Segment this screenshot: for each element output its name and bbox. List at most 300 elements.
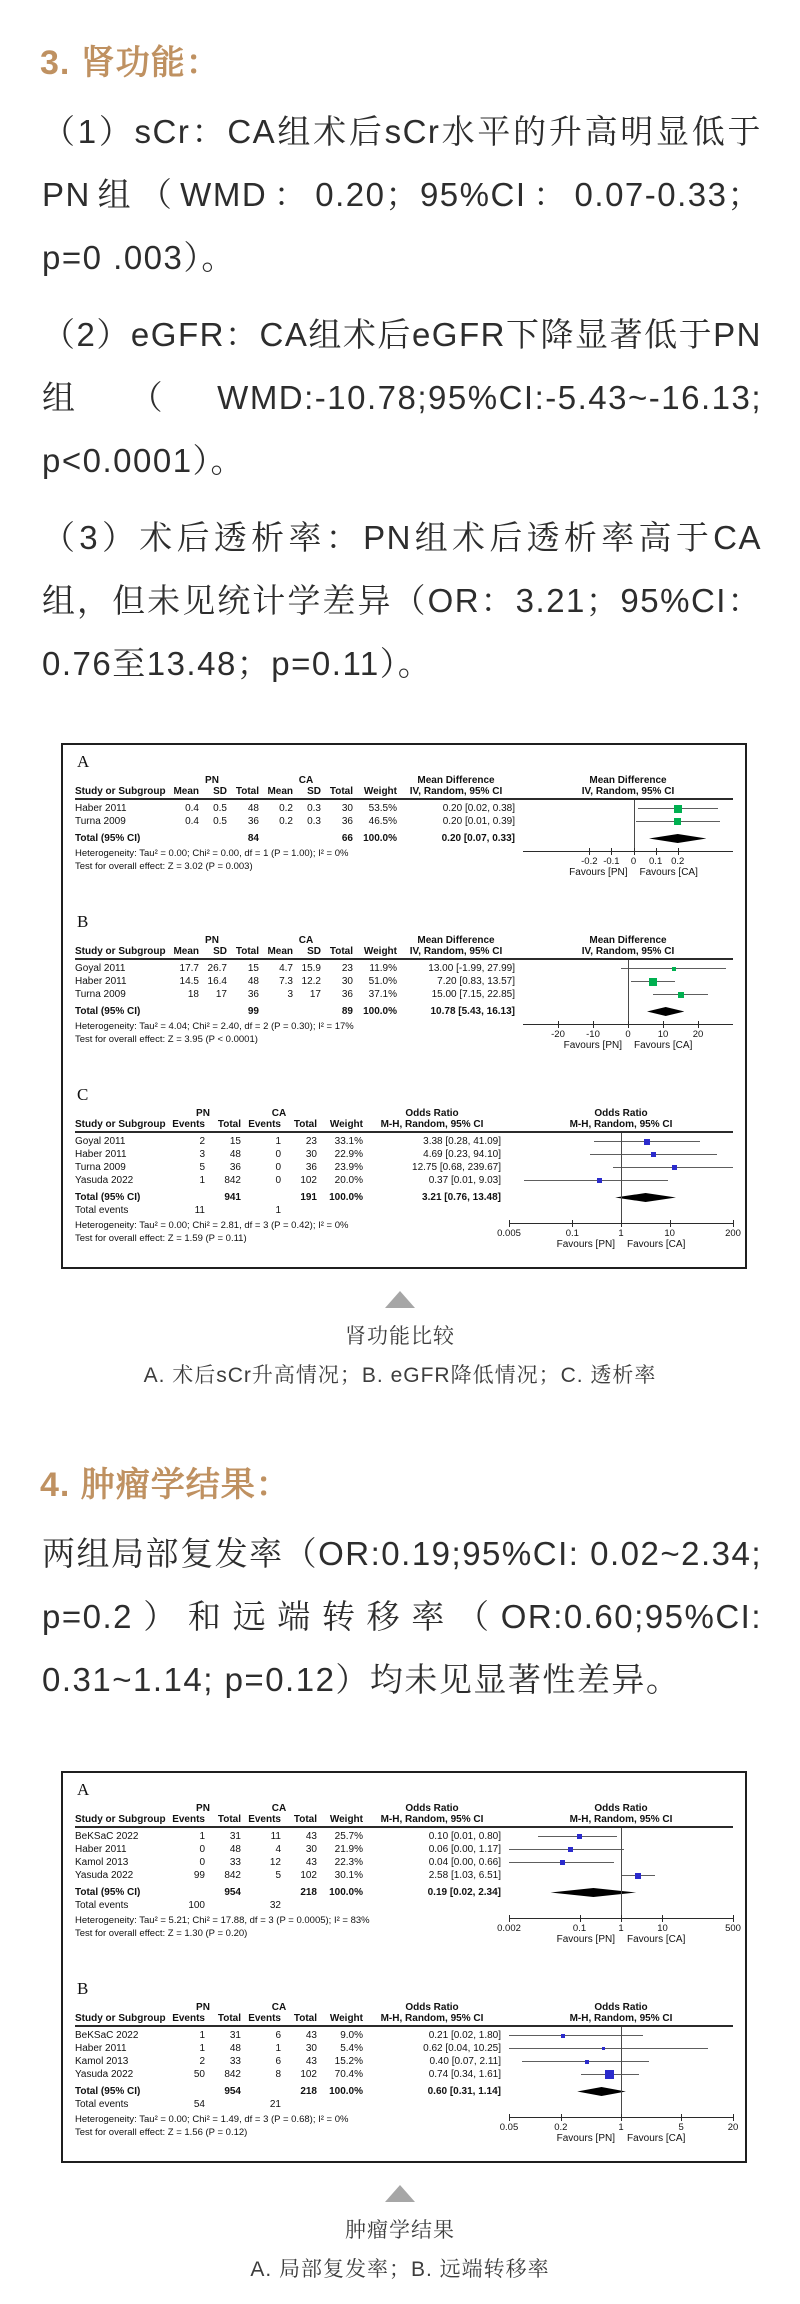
weight-cell: 70.4%	[334, 2069, 363, 2080]
data-cell: 48	[229, 1149, 241, 1160]
data-cell: 5	[275, 1870, 281, 1881]
plot-column-header: Odds Ratio	[594, 1108, 648, 1119]
sub-column-header: Events	[172, 2013, 205, 2024]
figure1-box	[61, 743, 747, 1269]
group-header-pn: PN	[205, 935, 219, 946]
study-name: Haber 2011	[75, 1844, 127, 1855]
plot-subheader: IV, Random, 95% CI	[581, 786, 675, 797]
weight-cell: 20.0%	[334, 1175, 363, 1186]
data-cell: 7.3	[279, 976, 293, 987]
weight-cell: 23.9%	[334, 1162, 363, 1173]
tick-label: 5	[678, 2122, 684, 2133]
axis-tick	[656, 848, 657, 855]
study-column-header: Study or Subgroup	[75, 1119, 166, 1130]
study-name: Haber 2011	[75, 1149, 127, 1160]
tick-label: 0.05	[499, 2122, 519, 2133]
figure1-panels	[75, 752, 741, 1257]
null-line	[621, 1828, 622, 1918]
data-cell: 0.5	[213, 816, 227, 827]
axis-tick	[681, 2114, 682, 2121]
tick-label: 0	[630, 856, 637, 867]
favours-right-label: Favours [CA]	[634, 1040, 693, 1051]
data-cell: 842	[224, 1870, 241, 1881]
axis-tick	[663, 1021, 664, 1028]
effect-subheader: M-H, Random, 95% CI	[380, 2013, 484, 2024]
section3-paragraph-3: （3）术后透析率：PN组术后透析率高于CA组，但未见统计学差异（OR：3.21；95%CI：0.76至13.48；p=0.11）。	[42, 519, 762, 682]
plot-column-header: Mean Difference	[589, 935, 667, 946]
effect-estimate-text: 0.10 [0.01, 0.80]	[428, 1831, 501, 1842]
sub-column-header: Events	[248, 1119, 281, 1130]
section3-paragraph-1: （1）sCr：CA组术后sCr水平的升高明显低于PN组（WMD：0.20；95%CI：0.07-0.33；p=0 .003）。	[42, 113, 762, 276]
total-label: Total (95% CI)	[75, 2086, 141, 2097]
group-header-pn: PN	[196, 1803, 210, 1814]
data-cell: 1	[199, 2030, 205, 2041]
axis-tick	[593, 1021, 594, 1028]
weight-cell: 9.0%	[340, 2030, 363, 2041]
data-cell: 0	[275, 1149, 281, 1160]
forest-panel-A	[75, 753, 733, 885]
total-weight: 100.0%	[329, 1192, 363, 1203]
axis-tick	[580, 1915, 581, 1922]
data-cell: 3	[287, 989, 293, 1000]
summary-diamond	[615, 1193, 676, 1202]
ci-line	[509, 2035, 643, 2036]
sub-column-header: Events	[248, 1814, 281, 1825]
data-cell: 6	[275, 2056, 281, 2067]
data-cell: 23	[305, 1136, 317, 1147]
axis-tick	[628, 1021, 629, 1028]
data-cell: 12	[269, 1857, 281, 1868]
tick-label: 1	[618, 1228, 624, 1239]
figure1-caption-sub: A. 术后sCr升高情况；B. eGFR降低情况；C. 透析率	[143, 1364, 657, 1387]
sub-column-header: Total	[217, 1119, 241, 1130]
total-label: Total (95% CI)	[75, 833, 141, 844]
total-cell: 84	[247, 833, 259, 844]
sub-column-header: SD	[213, 786, 227, 797]
data-cell: 102	[300, 1870, 317, 1881]
axis-tick	[561, 2114, 562, 2121]
tick-label: -20	[551, 1029, 565, 1040]
data-cell: 15	[247, 963, 259, 974]
forest-panel-B	[75, 1979, 739, 2151]
data-cell: 4.7	[279, 963, 293, 974]
null-line	[621, 2027, 622, 2117]
data-cell: 0.5	[213, 803, 227, 814]
figure1-caption-title: 肾功能比较	[345, 1325, 455, 1348]
section4-paragraph-1: 两组局部复发率（OR:0.19;95%CI: 0.02~2.34; p=0.2）和远端转移率（OR:0.60;95%CI: 0.31~1.14; p=0.12）均未见显著性差异。	[42, 1535, 762, 1698]
total-label: Total (95% CI)	[75, 1887, 141, 1898]
forest-panel-B	[75, 913, 733, 1058]
data-cell: 2	[199, 2056, 205, 2067]
sub-column-header: Mean	[267, 786, 293, 797]
effect-estimate-text: 0.62 [0.04, 10.25]	[423, 2043, 501, 2054]
total-cell: 66	[341, 833, 353, 844]
data-cell: 2	[199, 1136, 205, 1147]
data-cell: 48	[229, 2043, 241, 2054]
data-cell: 0.4	[185, 803, 199, 814]
effect-marker	[585, 2060, 589, 2064]
panel-letter: B	[77, 912, 89, 931]
sub-column-header: Total	[293, 1814, 317, 1825]
total-cell: 191	[300, 1192, 317, 1203]
triangle-icon	[385, 1291, 415, 1308]
sub-column-header: SD	[213, 946, 227, 957]
favours-right-label: Favours [CA]	[627, 2133, 686, 2144]
data-cell: 0.3	[307, 803, 321, 814]
data-cell: 1	[199, 1175, 205, 1186]
total-events-cell: 21	[269, 2099, 281, 2110]
total-events-label: Total events	[75, 2099, 129, 2110]
effect-marker	[597, 1178, 602, 1183]
forest-panel-A	[75, 1780, 741, 1952]
group-header-pn: PN	[196, 2002, 210, 2013]
data-cell: 1	[275, 2043, 281, 2054]
favours-left-label: Favours [PN]	[563, 1040, 622, 1051]
tick-label: 0.1	[649, 856, 663, 867]
effect-marker	[672, 1165, 677, 1170]
axis-tick	[621, 1220, 622, 1227]
data-cell: 36	[229, 1162, 241, 1173]
weight-cell: 53.5%	[368, 803, 397, 814]
axis-tick	[572, 1220, 573, 1227]
data-cell: 17.7	[179, 963, 199, 974]
weight-cell: 25.7%	[334, 1831, 363, 1842]
panel-letter: C	[77, 1085, 89, 1104]
panel-letter: A	[77, 1780, 90, 1799]
sub-column-header: SD	[307, 786, 321, 797]
group-header-ca: CA	[298, 935, 314, 946]
effect-estimate-text: 0.21 [0.02, 1.80]	[428, 2030, 501, 2041]
total-weight: 100.0%	[363, 1006, 397, 1017]
footnote: Test for overall effect: Z = 3.02 (P = 0.003)	[75, 861, 253, 872]
effect-marker	[577, 1834, 582, 1839]
data-cell: 43	[305, 1831, 317, 1842]
data-cell: 99	[193, 1870, 205, 1881]
data-cell: 0	[199, 1844, 205, 1855]
effect-subheader: M-H, Random, 95% CI	[380, 1814, 484, 1825]
figure2-caption-title: 肿瘤学结果	[345, 2219, 455, 2242]
study-column-header: Study or Subgroup	[75, 2013, 166, 2024]
plot-subheader: M-H, Random, 95% CI	[569, 2013, 673, 2024]
effect-column-header: Mean Difference	[417, 775, 495, 786]
study-name: Turna 2009	[75, 1162, 126, 1173]
axis-tick	[662, 1915, 663, 1922]
ci-line	[524, 1180, 668, 1181]
figure2-caption-sub: A. 局部复发率；B. 远端转移率	[250, 2258, 550, 2281]
effect-marker	[678, 992, 684, 998]
total-weight: 100.0%	[329, 2086, 363, 2097]
data-cell: 5	[199, 1162, 205, 1173]
effect-marker	[649, 978, 657, 986]
sub-column-header: Events	[172, 1119, 205, 1130]
tick-label: 10	[657, 1029, 669, 1040]
data-cell: 15	[229, 1136, 241, 1147]
data-cell: 30	[341, 976, 353, 987]
figure2-box	[61, 1771, 747, 2163]
data-cell: 15.9	[301, 963, 321, 974]
data-cell: 0	[275, 1162, 281, 1173]
data-cell: 102	[300, 1175, 317, 1186]
group-header-ca: CA	[271, 1803, 287, 1814]
effect-column-header: Odds Ratio	[405, 1108, 459, 1119]
data-cell: 36	[305, 1162, 317, 1173]
tick-label: 10	[657, 1923, 668, 1934]
total-events-cell: 32	[269, 1900, 281, 1911]
effect-marker	[560, 1860, 565, 1865]
data-cell: 43	[305, 2030, 317, 2041]
figure2-panels	[75, 1780, 741, 2151]
weight-cell: 37.1%	[368, 989, 397, 1000]
total-events-label: Total events	[75, 1900, 129, 1911]
data-cell: 23	[341, 963, 353, 974]
effect-marker	[605, 2070, 614, 2079]
footnote: Test for overall effect: Z = 3.95 (P < 0.0001)	[75, 1034, 258, 1045]
tick-label: 200	[725, 1228, 741, 1239]
sub-column-header: Total	[293, 2013, 317, 2024]
data-cell: 0	[275, 1175, 281, 1186]
data-cell: 0.2	[279, 803, 293, 814]
tick-label: 1	[618, 1923, 624, 1934]
data-cell: 17	[215, 989, 227, 1000]
effect-column-header: Mean Difference	[417, 935, 495, 946]
effect-estimate-text: 0.04 [0.00, 0.66]	[428, 1857, 501, 1868]
axis-tick	[611, 848, 612, 855]
section3-paragraph-2: （2）eGFR：CA组术后eGFR下降显著低于PN组（WMD:-10.78;95%CI:-5.43~-16.13; p<0.0001）。	[42, 316, 762, 479]
summary-diamond	[649, 834, 706, 843]
study-name: Turna 2009	[75, 816, 126, 827]
sub-column-header: Total	[235, 786, 259, 797]
effect-estimate-text: 0.20 [0.01, 0.39]	[442, 816, 515, 827]
effect-marker	[674, 805, 682, 813]
total-cell: 954	[224, 2086, 241, 2097]
effect-marker	[568, 1847, 573, 1852]
plot-subheader: IV, Random, 95% CI	[581, 946, 675, 957]
data-cell: 12.2	[301, 976, 321, 987]
data-cell: 16.4	[207, 976, 227, 987]
forest-panel-C	[75, 1085, 741, 1257]
header-rule	[75, 1826, 733, 1828]
data-cell: 0.3	[307, 816, 321, 827]
data-cell: 33	[229, 1857, 241, 1868]
data-cell: 11	[270, 1831, 281, 1842]
sub-column-header: Events	[172, 1814, 205, 1825]
data-cell: 50	[193, 2069, 205, 2080]
total-cell: 218	[300, 2086, 317, 2097]
section4-heading: 4. 肿瘤学结果：	[40, 1466, 291, 1504]
ci-line	[509, 1849, 624, 1850]
effect-subheader: IV, Random, 95% CI	[409, 786, 503, 797]
plot-subheader: M-H, Random, 95% CI	[569, 1814, 673, 1825]
total-events-label: Total events	[75, 1205, 129, 1216]
study-name: Goyal 2011	[75, 963, 126, 974]
favours-left-label: Favours [PN]	[556, 2133, 615, 2144]
axis-tick	[509, 1915, 510, 1922]
data-cell: 33	[229, 2056, 241, 2067]
axis-tick	[670, 1220, 671, 1227]
study-name: Turna 2009	[75, 989, 126, 1000]
footnote: Heterogeneity: Tau² = 5.21; Chi² = 17.88, df = 3 (P = 0.0005); I² = 83%	[75, 1915, 370, 1926]
study-name: Goyal 2011	[75, 1136, 126, 1147]
study-name: Yasuda 2022	[75, 1870, 134, 1881]
data-cell: 48	[229, 1844, 241, 1855]
study-name: Kamol 2013	[75, 2056, 129, 2067]
data-cell: 31	[229, 2030, 241, 2041]
header-rule	[75, 958, 733, 960]
footnote: Test for overall effect: Z = 1.30 (P = 0.20)	[75, 1928, 248, 1939]
effect-estimate-text: 0.06 [0.00, 1.17]	[428, 1844, 501, 1855]
footnote: Test for overall effect: Z = 1.56 (P = 0.12)	[75, 2127, 248, 2138]
effect-marker	[635, 1873, 641, 1879]
total-events-cell: 100	[188, 1900, 205, 1911]
sub-column-header: Mean	[267, 946, 293, 957]
total-effect-text: 3.21 [0.76, 13.48]	[422, 1192, 501, 1203]
effect-estimate-text: 2.58 [1.03, 6.51]	[428, 1870, 501, 1881]
sub-column-header: Mean	[173, 786, 199, 797]
tick-label: 20	[692, 1029, 704, 1040]
effect-estimate-text: 13.00 [-1.99, 27.99]	[428, 963, 515, 974]
favours-left-label: Favours [PN]	[569, 867, 628, 878]
study-column-header: Study or Subgroup	[75, 786, 166, 797]
sub-column-header: Total	[235, 946, 259, 957]
favours-right-label: Favours [CA]	[627, 1934, 686, 1945]
footnote: Heterogeneity: Tau² = 0.00; Chi² = 1.49, df = 3 (P = 0.68); I² = 0%	[75, 2114, 349, 2125]
summary-diamond	[577, 2087, 626, 2096]
data-cell: 36	[341, 989, 353, 1000]
weight-column-header: Weight	[329, 1119, 363, 1130]
total-label: Total (95% CI)	[75, 1192, 141, 1203]
effect-subheader: IV, Random, 95% CI	[409, 946, 503, 957]
data-cell: 43	[305, 2056, 317, 2067]
tick-label: 10	[664, 1228, 675, 1239]
effect-column-header: Odds Ratio	[405, 1803, 459, 1814]
total-label: Total (95% CI)	[75, 1006, 141, 1017]
study-name: Haber 2011	[75, 803, 127, 814]
group-header-ca: CA	[271, 2002, 287, 2013]
summary-diamond	[550, 1888, 636, 1897]
data-cell: 48	[247, 803, 259, 814]
data-cell: 842	[224, 1175, 241, 1186]
effect-estimate-text: 0.40 [0.07, 2.11]	[429, 2056, 501, 2067]
tick-label: -10	[586, 1029, 600, 1040]
ci-line	[509, 2048, 708, 2049]
study-name: Haber 2011	[75, 976, 127, 987]
effect-estimate-text: 4.69 [0.23, 94.10]	[423, 1149, 501, 1160]
axis-tick	[634, 848, 635, 855]
weight-cell: 33.1%	[334, 1136, 363, 1147]
data-cell: 36	[341, 816, 353, 827]
group-header-pn: PN	[205, 775, 219, 786]
weight-cell: 22.9%	[334, 1149, 363, 1160]
data-cell: 0.2	[279, 816, 293, 827]
total-weight: 100.0%	[363, 833, 397, 844]
data-cell: 30	[305, 1844, 317, 1855]
group-header-pn: PN	[196, 1108, 210, 1119]
axis-tick	[621, 2114, 622, 2121]
study-name: Kamol 2013	[75, 1857, 129, 1868]
plot-column-header: Mean Difference	[589, 775, 667, 786]
effect-estimate-text: 3.38 [0.28, 41.09]	[423, 1136, 501, 1147]
effect-estimate-text: 15.00 [7.15, 22.85]	[431, 989, 515, 1000]
header-rule	[75, 2025, 733, 2027]
data-cell: 1	[199, 2043, 205, 2054]
sub-column-header: SD	[307, 946, 321, 957]
total-cell: 89	[341, 1006, 353, 1017]
footnote: Heterogeneity: Tau² = 0.00; Chi² = 2.81, df = 3 (P = 0.42); I² = 0%	[75, 1220, 349, 1231]
weight-column-header: Weight	[329, 2013, 363, 2024]
weight-cell: 46.5%	[368, 816, 397, 827]
tick-label: 20	[727, 2122, 739, 2133]
total-events-cell: 11	[194, 1205, 205, 1216]
axis-tick	[733, 1220, 734, 1227]
data-cell: 1	[275, 1136, 281, 1147]
axis-tick	[509, 2114, 510, 2121]
axis-tick	[589, 848, 590, 855]
axis-tick	[509, 1220, 510, 1227]
data-cell: 842	[224, 2069, 241, 2080]
effect-estimate-text: 0.20 [0.02, 0.38]	[442, 803, 515, 814]
section3-heading: 3. 肾功能：	[40, 44, 221, 82]
sub-column-header: Total	[217, 2013, 241, 2024]
sub-column-header: Total	[217, 1814, 241, 1825]
total-events-cell: 54	[193, 2099, 205, 2110]
footnote: Heterogeneity: Tau² = 0.00; Chi² = 0.00, df = 1 (P = 1.00); I² = 0%	[75, 848, 349, 859]
effect-subheader: M-H, Random, 95% CI	[380, 1119, 484, 1130]
data-cell: 14.5	[179, 976, 199, 987]
axis-line	[523, 851, 733, 852]
weight-cell: 30.1%	[334, 1870, 363, 1881]
tick-label: 0.2	[554, 2122, 568, 2133]
axis-tick	[698, 1021, 699, 1028]
null-line	[634, 800, 635, 851]
triangle-icon	[385, 2185, 415, 2202]
null-line	[628, 960, 629, 1024]
study-column-header: Study or Subgroup	[75, 946, 166, 957]
total-events-cell: 1	[275, 1205, 281, 1216]
data-cell: 6	[275, 2030, 281, 2041]
data-cell: 30	[341, 803, 353, 814]
total-cell: 941	[224, 1192, 241, 1203]
data-cell: 30	[305, 1149, 317, 1160]
data-cell: 31	[229, 1831, 241, 1842]
study-name: Yasuda 2022	[75, 2069, 134, 2080]
tick-label: 500	[725, 1923, 741, 1934]
data-cell: 102	[300, 2069, 317, 2080]
effect-column-header: Odds Ratio	[405, 2002, 459, 2013]
data-cell: 1	[199, 1831, 205, 1842]
weight-column-header: Weight	[363, 786, 397, 797]
data-cell: 48	[247, 976, 259, 987]
sub-column-header: Total	[293, 1119, 317, 1130]
axis-tick	[733, 2114, 734, 2121]
sub-column-header: Events	[248, 2013, 281, 2024]
effect-marker	[561, 2034, 565, 2038]
group-header-ca: CA	[298, 775, 314, 786]
tick-label: 0.1	[572, 1923, 587, 1934]
weight-cell: 5.4%	[340, 2043, 363, 2054]
data-cell: 17	[309, 989, 321, 1000]
study-name: BeKSaC 2022	[75, 1831, 139, 1842]
total-effect-text: 10.78 [5.43, 16.13]	[430, 1006, 515, 1017]
tick-label: 0	[625, 1029, 631, 1040]
effect-marker	[651, 1152, 656, 1157]
tick-label: 1	[618, 2122, 624, 2133]
total-effect-text: 0.60 [0.31, 1.14]	[427, 2086, 501, 2097]
favours-right-label: Favours [CA]	[627, 1239, 686, 1250]
data-cell: 3	[199, 1149, 205, 1160]
tick-label: 0.1	[565, 1228, 579, 1239]
favours-left-label: Favours [PN]	[556, 1934, 615, 1945]
header-rule	[75, 1131, 733, 1133]
